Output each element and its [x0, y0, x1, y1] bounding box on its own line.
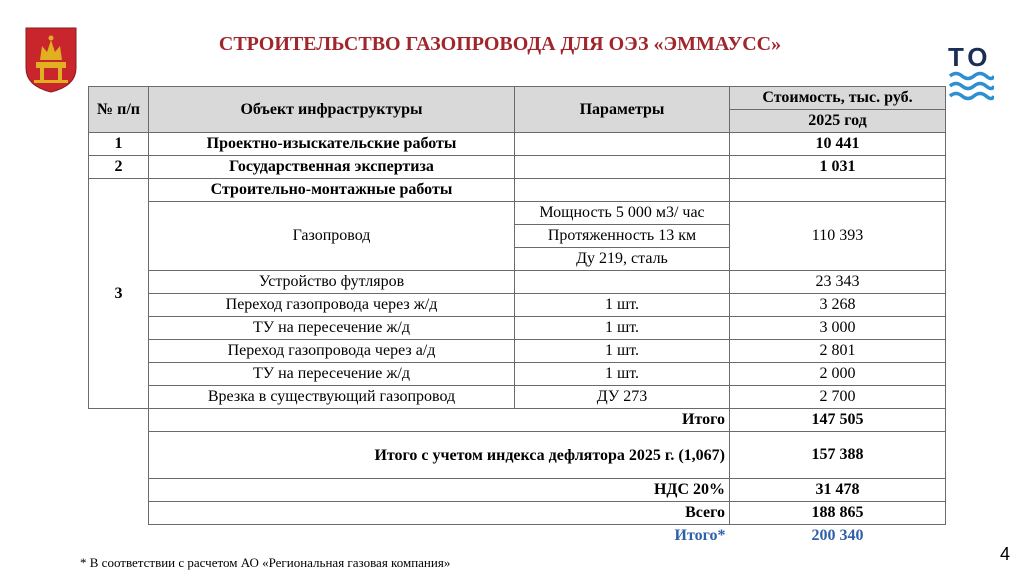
total-row — [89, 525, 946, 548]
page-title: СТРОИТЕЛЬСТВО ГАЗОПРОВОДА ДЛЯ ОЭЗ «ЭММАУСС» — [218, 33, 782, 55]
row-cost — [730, 179, 946, 202]
row-params: 1 шт. — [515, 317, 730, 340]
header-year: 2025 год — [730, 110, 946, 133]
table-row — [89, 340, 946, 363]
row-params — [515, 179, 730, 202]
total-value: 147 505 — [730, 409, 946, 432]
itogo-star-value: 200 340 — [811, 527, 864, 544]
total-row — [89, 502, 946, 525]
grand-total-value: 188 865 — [730, 502, 946, 525]
header-params: Параметры — [515, 87, 730, 133]
itogo-star-label: Итого* — [674, 527, 726, 544]
deflator-value: 157 388 — [730, 432, 946, 479]
row-cost: 1 031 — [730, 156, 946, 179]
table-row — [89, 271, 946, 294]
row-num: 1 — [89, 133, 149, 156]
table-row — [89, 363, 946, 386]
row-params: 1 шт. — [515, 363, 730, 386]
row-object: Строительно-монтажные работы — [149, 179, 515, 202]
logo-text: ТО — [948, 42, 992, 72]
table-row — [89, 179, 946, 202]
row-object: Врезка в существующий газопровод — [149, 386, 515, 409]
vat-value: 31 478 — [730, 479, 946, 502]
table-row — [89, 156, 946, 179]
total-row — [89, 409, 946, 432]
row-object: Переход газопровода через ж/д — [149, 294, 515, 317]
row-num: 2 — [89, 156, 149, 179]
row-cost: 10 441 — [730, 133, 946, 156]
table-row — [89, 294, 946, 317]
row-cost: 3 268 — [730, 294, 946, 317]
row-cost: 2 700 — [730, 386, 946, 409]
row-cost: 23 343 — [730, 271, 946, 294]
row-object: ТУ на пересечение ж/д — [149, 317, 515, 340]
row-num: 3 — [89, 179, 149, 409]
row-params: Мощность 5 000 м3/ час — [515, 202, 730, 225]
waves-icon — [948, 70, 994, 106]
grand-total-label: Всего — [149, 502, 730, 525]
row-object: Государственная экспертиза — [149, 156, 515, 179]
row-params — [515, 156, 730, 179]
row-cost: 110 393 — [730, 202, 946, 271]
header-object: Объект инфраструктуры — [149, 87, 515, 133]
region-logo — [948, 44, 1000, 111]
page-number: 4 — [1000, 544, 1011, 564]
row-object: Газопровод — [149, 202, 515, 271]
row-object: Устройство футляров — [149, 271, 515, 294]
table-header-row — [89, 87, 946, 110]
row-params: 1 шт. — [515, 294, 730, 317]
footnote: * В соответствии с расчетом АО «Региональная газовая компания» — [80, 555, 451, 570]
row-params: Протяженность 13 км — [515, 225, 730, 248]
row-params: 1 шт. — [515, 340, 730, 363]
total-row — [89, 432, 946, 479]
row-cost: 2 801 — [730, 340, 946, 363]
header-num: № п/п — [89, 87, 149, 133]
total-label: Итого — [149, 409, 730, 432]
row-params — [515, 133, 730, 156]
row-params: ДУ 273 — [515, 386, 730, 409]
table-row — [89, 202, 946, 225]
total-row — [89, 479, 946, 502]
row-params — [515, 271, 730, 294]
table-row — [89, 133, 946, 156]
vat-label: НДС 20% — [149, 479, 730, 502]
row-object: Переход газопровода через а/д — [149, 340, 515, 363]
cost-table — [88, 86, 946, 547]
row-cost: 2 000 — [730, 363, 946, 386]
table-row — [89, 317, 946, 340]
table-row — [89, 386, 946, 409]
deflator-label: Итого с учетом индекса дефлятора 2025 г. (1,067) — [149, 432, 730, 479]
row-cost: 3 000 — [730, 317, 946, 340]
row-object: Проектно-изыскательские работы — [149, 133, 515, 156]
row-params: Ду 219, сталь — [515, 248, 730, 271]
header-cost: Стоимость, тыс. руб. — [730, 87, 946, 110]
row-object: ТУ на пересечение ж/д — [149, 363, 515, 386]
